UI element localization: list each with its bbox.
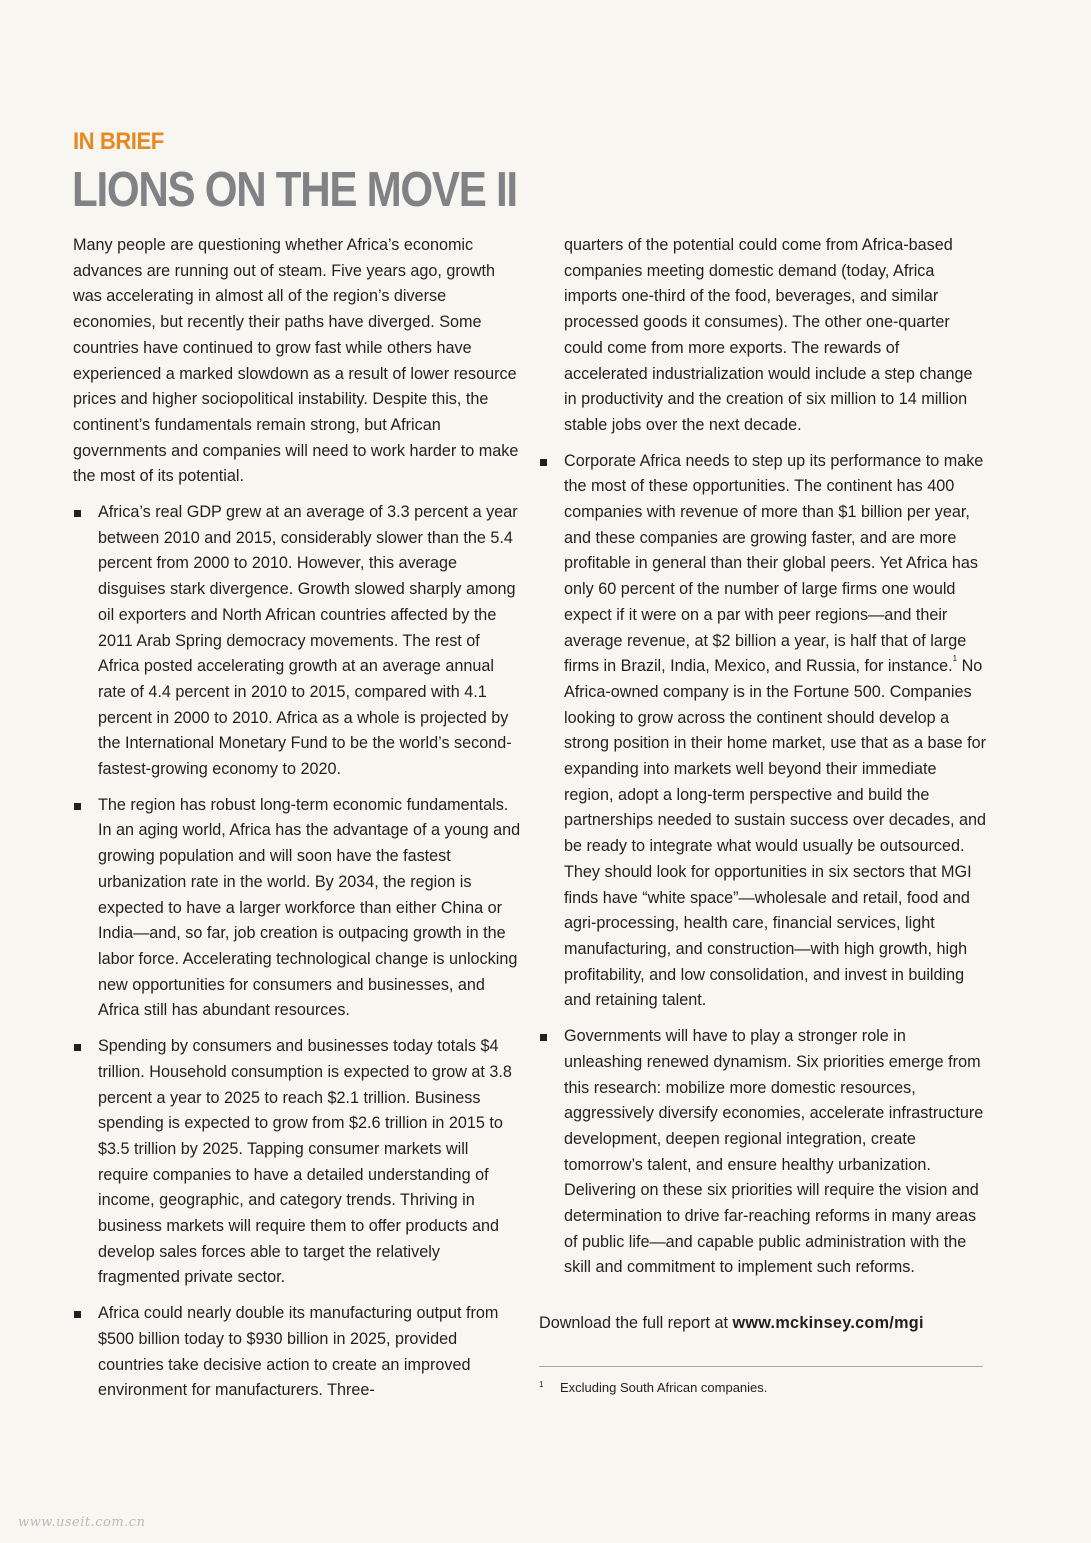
- bullet-square-icon: [74, 1044, 81, 1051]
- list-item: [73, 793, 521, 1024]
- list-item: [73, 500, 521, 783]
- bullet-text: Governments will have to play a stronger role in unleashing renewed dynamism. Six priorities emerge from this research: mobilize more domestic resources, aggressively diversify economies, accelerate infrastructure development, deepen regional integration, create tomorrow’s talent, and ensure healthy urbanization. Delivering on these six priorities will require the vision and determination to drive far-reaching reforms in many areas of public life—and capable public administration with the skill and commitment to implement such reforms.: [564, 1027, 984, 1277]
- bullet-list-right: [539, 449, 987, 1282]
- list-item: [73, 1034, 521, 1291]
- bullet-square-icon: [74, 510, 81, 517]
- footnote-reference: 1: [952, 654, 958, 664]
- bullet-square-icon: [74, 803, 81, 810]
- bullet-list-left: [73, 500, 521, 1404]
- bullet-text: The region has robust long-term economic fundamentals. In an aging world, Africa has the advantage of a young and growing population and will soon have the fastest urbanization rate in the world. By 2034, the region is expected to have a larger workforce than either China or India—and, so far, job creation is outpacing growth in the labor force. Accelerating technological change is unlocking new opportunities for consumers and businesses, and Africa still has abundant resources.: [98, 795, 521, 1020]
- watermark: www.useit.com.cn: [18, 1515, 146, 1530]
- bullet-square-icon: [540, 1034, 547, 1041]
- download-link[interactable]: www.mckinsey.com/mgi: [732, 1314, 924, 1333]
- page-title: LIONS ON THE MOVE II: [72, 163, 517, 217]
- bullet-text-continued: No Africa-owned company is in the Fortune 500. Companies looking to grow across the continent should develop a strong position in their home market, use that as a base for expanding into markets well beyond their immediate region, adopt a long-term perspective and build the partnerships needed to sustain success over decades, and be ready to integrate what would usually be outsourced. They should look for opportunities in six sectors that MGI finds have “white space”—wholesale and retail, food and agri-processing, health care, financial services, light manufacturing, and construction—with high growth, high profitability, and low consolidation, and invest in building and retaining talent.: [564, 657, 987, 1010]
- right-column: [539, 233, 987, 1397]
- left-column: [73, 233, 521, 1414]
- continued-bullet-text: quarters of the potential could come from Africa-based companies meeting domestic demand (today, Africa imports one-third of the food, beverages, and similar processed goods it consumes). The other one-quarter could come from more exports. The rewards of accelerated industrialization would include a step change in productivity and the creation of six million to 14 million stable jobs over the next decade.: [564, 236, 973, 434]
- bullet-text: Africa’s real GDP grew at an average of 3.3 percent a year between 2010 and 2015, considerably slower than the 5.4 percent from 2000 to 2010. However, this average disguises stark divergence. Growth slowed sharply among oil exporters and North African countries affected by the 2011 Arab Spring democracy movements. The rest of Africa posted accelerating growth at an average annual rate of 4.4 percent in 2010 to 2015, compared with 4.1 percent in 2000 to 2010. Africa as a whole is projected by the International Monetary Fund to be the world’s second-fastest-growing economy to 2020.: [98, 503, 518, 779]
- bullet-text: Corporate Africa needs to step up its performance to make the most of these opportunities. The continent has 400 companies with revenue of more than $1 billion per year, and these companies are growing faster, and are more profitable in general than their global peers. Yet Africa has only 60 percent of the number of large firms one would expect if it were on a par with peer regions—and their average revenue, at $2 billion a year, is half that of large firms in Brazil, India, Mexico, and Russia, for instance.: [564, 451, 984, 676]
- list-item: [539, 1024, 987, 1281]
- footnote: [539, 1379, 987, 1397]
- bullet-square-icon: [74, 1311, 81, 1318]
- download-line: [539, 1311, 987, 1337]
- bullet-text: Africa could nearly double its manufacturing output from $500 billion today to $930 billion in 2025, provided countries take decisive action to create an improved environment for manufacturers. Three-: [98, 1304, 499, 1400]
- bullet-text: Spending by consumers and businesses today totals $4 trillion. Household consumption is expected to grow at 3.8 percent a year to 2025 to reach $2.1 trillion. Business spending is expected to grow from $2.6 trillion in 2015 to $3.5 trillion by 2025. Tapping consumer markets will require companies to have a detailed understanding of income, geographic, and category trends. Thriving in business markets will require them to offer products and develop sales forces able to target the relatively fragmented private sector.: [98, 1037, 512, 1287]
- download-text: Download the full report at: [539, 1314, 733, 1333]
- list-item: [539, 449, 987, 1014]
- intro-paragraph: Many people are questioning whether Africa’s economic advances are running out of steam. Five years ago, growth was accelerating in almost all of the region’s diverse economies, but recently their paths have diverged. Some countries have continued to grow fast while others have experienced a marked slowdown as a result of lower resource prices and higher sociopolitical instability. Despite this, the continent’s fundamentals remain strong, but African governments and companies will need to work harder to make the most of its potential.: [73, 236, 519, 486]
- footnote-number: 1: [539, 1379, 544, 1389]
- section-kicker: IN BRIEF: [73, 128, 164, 155]
- footnote-divider: [539, 1366, 983, 1367]
- footnote-text: Excluding South African companies.: [560, 1379, 768, 1395]
- bullet-square-icon: [540, 459, 547, 466]
- list-item: [73, 1301, 521, 1404]
